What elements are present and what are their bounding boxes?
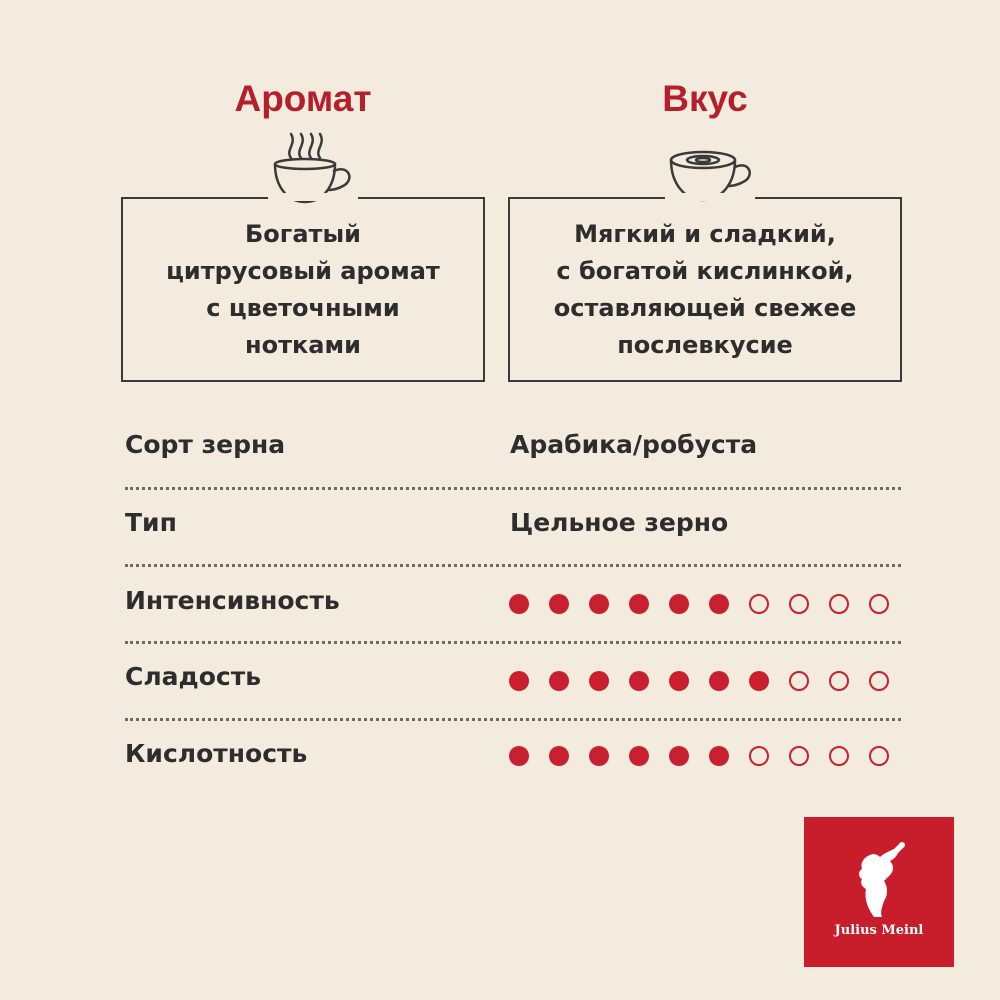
sweetness-rating: [509, 671, 889, 691]
rating-dot-filled: [709, 594, 729, 614]
rating-dot-empty: [829, 671, 849, 691]
bean-type-value: Арабика/робуста: [510, 430, 758, 459]
rating-dot-filled: [629, 671, 649, 691]
rating-dot-filled: [549, 746, 569, 766]
divider: [125, 718, 901, 721]
rating-dot-filled: [629, 746, 649, 766]
acidity-rating: [509, 746, 889, 766]
rating-dot-filled: [669, 746, 689, 766]
aroma-box: [121, 197, 485, 382]
rating-dot-filled: [749, 671, 769, 691]
type-value: Цельное зерно: [510, 508, 729, 537]
intensity-rating: [509, 594, 889, 614]
rating-dot-filled: [509, 671, 529, 691]
aroma-description: Богатый цитрусовый аромат с цветочными нотками: [166, 219, 440, 359]
rating-dot-empty: [749, 594, 769, 614]
rating-dot-filled: [549, 594, 569, 614]
bean-type-label: Сорт зерна: [125, 430, 286, 459]
rating-dot-filled: [589, 594, 609, 614]
sweetness-label: Сладость: [125, 662, 262, 691]
rating-dot-filled: [549, 671, 569, 691]
rating-dot-filled: [709, 746, 729, 766]
taste-box: [508, 197, 902, 382]
type-label: Тип: [125, 508, 177, 537]
rating-dot-empty: [869, 671, 889, 691]
rating-dot-filled: [709, 671, 729, 691]
julius-meinl-logo-icon: [844, 839, 914, 919]
rating-dot-filled: [589, 746, 609, 766]
rating-dot-empty: [829, 594, 849, 614]
divider: [125, 641, 901, 644]
rating-dot-filled: [629, 594, 649, 614]
rating-dot-empty: [789, 746, 809, 766]
rating-dot-filled: [669, 671, 689, 691]
rating-dot-empty: [829, 746, 849, 766]
taste-title: Вкус: [662, 78, 748, 119]
brand-logo: [804, 817, 954, 967]
rating-dot-filled: [589, 671, 609, 691]
rating-dot-filled: [509, 746, 529, 766]
rating-dot-empty: [869, 594, 889, 614]
rating-dot-filled: [669, 594, 689, 614]
rating-dot-empty: [749, 746, 769, 766]
intensity-label: Интенсивность: [125, 586, 340, 615]
taste-description: Мягкий и сладкий, с богатой кислинкой, оставляющей свежее послевкусие: [553, 219, 857, 359]
acidity-label: Кислотность: [125, 739, 308, 768]
rating-dot-empty: [789, 594, 809, 614]
rating-dot-empty: [869, 746, 889, 766]
rating-dot-empty: [789, 671, 809, 691]
divider: [125, 487, 901, 490]
aroma-title: Аромат: [234, 78, 372, 119]
brand-logo-text: Julius Meinl: [834, 923, 924, 938]
divider: [125, 564, 901, 567]
rating-dot-filled: [509, 594, 529, 614]
